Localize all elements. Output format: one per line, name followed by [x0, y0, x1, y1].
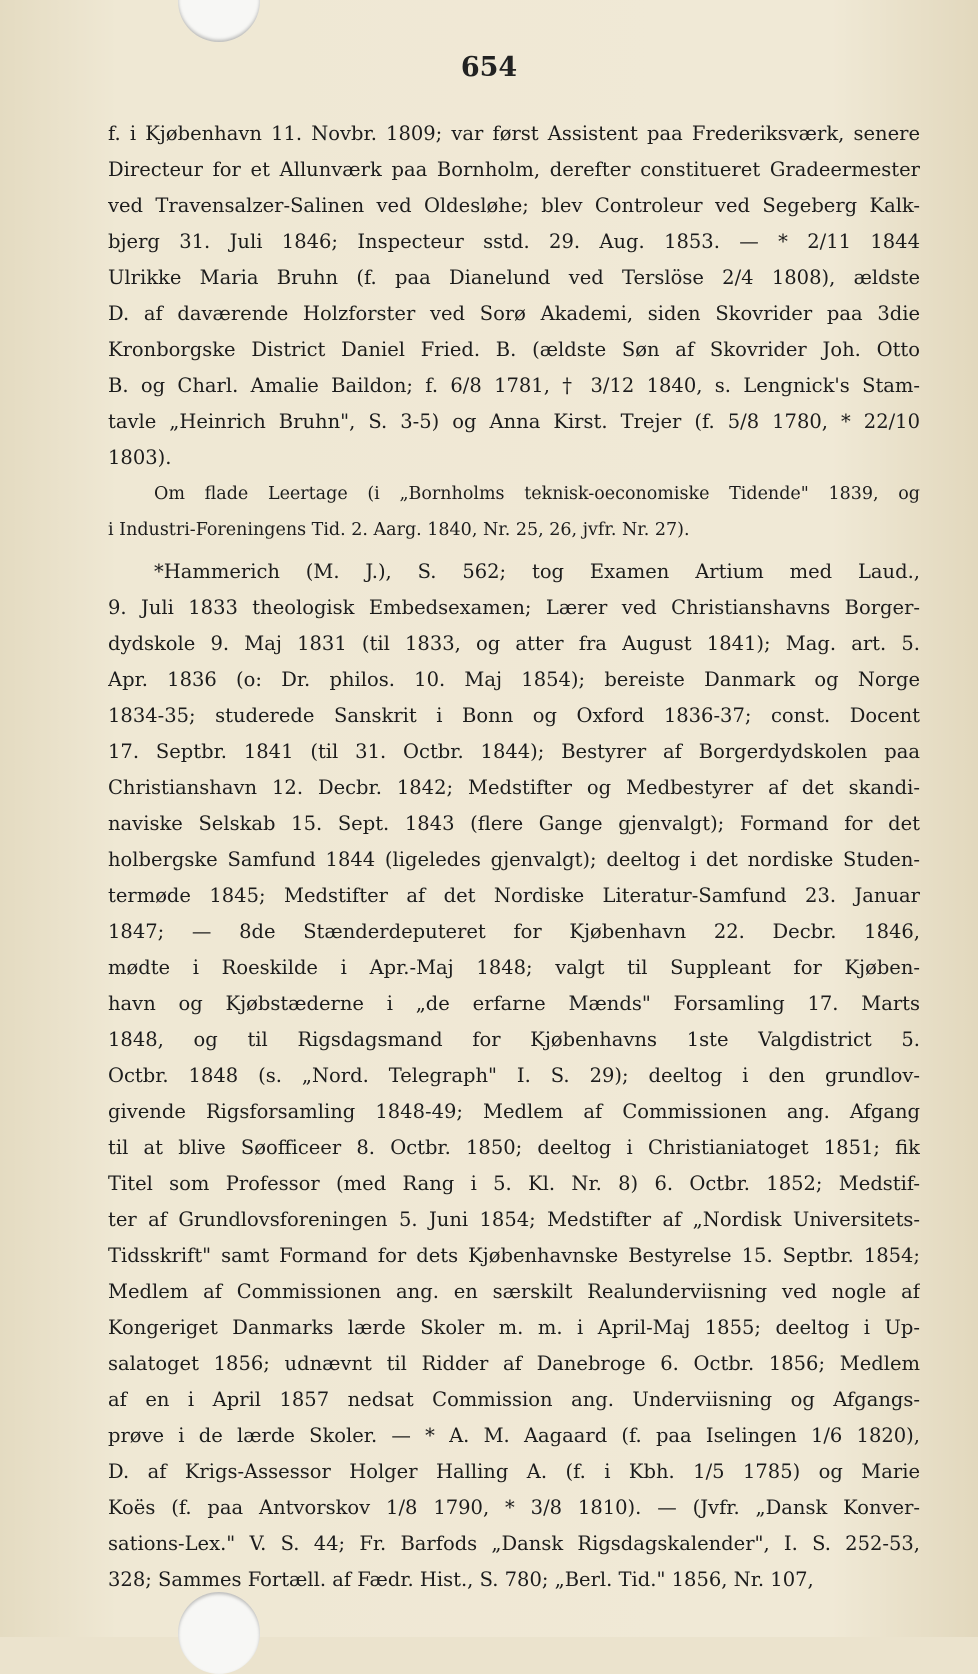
text-line: Directeur for et Allunværk paa Bornholm, derefter constitueret Gradeermester: [108, 158, 920, 181]
text-line: tavle „Heinrich Bruhn", S. 3-5) og Anna Kirst. Trejer (f. 5/8 1780, * 22/10: [108, 410, 920, 433]
biography-entry-1: [108, 116, 920, 476]
text-line: ter af Grundlovsforeningen 5. Juni 1854; Medstifter af „Nordisk Universitets-: [108, 1208, 920, 1231]
text-line: termøde 1845; Medstifter af det Nordiske Literatur-Samfund 23. Januar: [108, 884, 920, 907]
text-line: B. og Charl. Amalie Baildon; f. 6/8 1781, † 3/12 1840, s. Lengnick's Stam-: [108, 374, 920, 397]
text-line: 9. Juli 1833 theologisk Embedsexamen; Lærer ved Christianshavns Borger-: [108, 596, 920, 619]
text-line: Ulrikke Maria Bruhn (f. paa Dianelund ved Terslöse 2/4 1808), ældste: [108, 266, 920, 289]
text-line: Titel som Professor (med Rang i 5. Kl. Nr. 8) 6. Octbr. 1852; Medstif-: [108, 1172, 920, 1195]
text-line: Kronborgske District Daniel Fried. B. (ældste Søn af Skovrider Joh. Otto: [108, 338, 920, 361]
text-line: Tidsskrift" samt Formand for dets Kjøbenhavnske Bestyrelse 15. Septbr. 1854;: [108, 1244, 920, 1267]
text-line: ved Travensalzer-Salinen ved Oldesløhe; blev Controleur ved Segeberg Kalk-: [108, 194, 920, 217]
text-line: 17. Septbr. 1841 (til 31. Octbr. 1844); Bestyrer af Borgerdydskolen paa: [108, 740, 920, 763]
text-line: til at blive Søofficeer 8. Octbr. 1850; deeltog i Christianiatoget 1851; fik: [108, 1136, 920, 1159]
text-line: 1803).: [108, 446, 172, 469]
text-line: Medlem af Commissionen ang. en særskilt Realunderviisning ved nogle af: [108, 1280, 920, 1303]
biography-entry-hammerich: [108, 554, 920, 1598]
page-number: 654: [460, 52, 518, 83]
text-line: Apr. 1836 (o: Dr. philos. 10. Maj 1854); bereiste Danmark og Norge: [108, 668, 920, 691]
text-line: mødte i Roeskilde i Apr.-Maj 1848; valgt til Suppleant for Kjøben-: [108, 956, 920, 979]
biography-entry-1-note: [108, 476, 920, 548]
text-line: givende Rigsforsamling 1848-49; Medlem af Commissionen ang. Afgang: [108, 1100, 920, 1123]
page-text: [108, 116, 920, 1598]
text-line: 1847; — 8de Stænderdeputeret for Kjøbenhavn 22. Decbr. 1846,: [108, 920, 920, 943]
text-line: 328; Sammes Fortæll. af Fædr. Hist., S. 780; „Berl. Tid." 1856, Nr. 107,: [108, 1568, 814, 1591]
text-line: salatoget 1856; udnævnt til Ridder af Danebroge 6. Octbr. 1856; Medlem: [108, 1352, 920, 1375]
text-line: D. af Krigs-Assessor Holger Halling A. (f. i Kbh. 1/5 1785) og Marie: [108, 1460, 920, 1483]
text-line: holbergske Samfund 1844 (ligeledes gjenvalgt); deeltog i det nordiske Studen-: [108, 848, 920, 871]
text-line: Kongeriget Danmarks lærde Skoler m. m. i April-Maj 1855; deeltog i Up-: [108, 1316, 920, 1339]
text-line: Om flade Leertage (i „Bornholms teknisk-oeconomiske Tidende" 1839, og: [154, 484, 920, 504]
text-line: 1848, og til Rigsdagsmand for Kjøbenhavns 1ste Valgdistrict 5.: [108, 1028, 920, 1051]
text-line: Octbr. 1848 (s. „Nord. Telegraph" I. S. 29); deeltog i den grundlov-: [108, 1064, 920, 1087]
text-line: 1834-35; studerede Sanskrit i Bonn og Oxford 1836-37; const. Docent: [108, 704, 920, 727]
text-line: Christianshavn 12. Decbr. 1842; Medstifter og Medbestyrer af det skandi-: [108, 776, 920, 799]
text-line: f. i Kjøbenhavn 11. Novbr. 1809; var først Assistent paa Frederiksværk, senere: [108, 122, 920, 145]
text-line: af en i April 1857 nedsat Commission ang. Underviisning og Afgangs-: [108, 1388, 920, 1411]
text-line: sations-Lex." V. S. 44; Fr. Barfods „Dansk Rigsdagskalender", I. S. 252-53,: [108, 1532, 920, 1555]
text-line: havn og Kjøbstæderne i „de erfarne Mænds" Forsamling 17. Marts: [108, 992, 920, 1015]
punch-hole-top: [178, 0, 260, 42]
text-line: D. af daværende Holzforster ved Sorø Akademi, siden Skovrider paa 3die: [108, 302, 920, 325]
text-line: dydskole 9. Maj 1831 (til 1833, og atter fra August 1841); Mag. art. 5.: [108, 632, 920, 655]
text-line: naviske Selskab 15. Sept. 1843 (flere Gange gjenvalgt); Formand for det: [108, 812, 920, 835]
punch-hole-bottom: [178, 1592, 260, 1674]
text-line: *Hammerich (M. J.), S. 562; tog Examen Artium med Laud.,: [154, 560, 920, 583]
text-line: Koës (f. paa Antvorskov 1/8 1790, * 3/8 1810). — (Jvfr. „Dansk Konver-: [108, 1496, 920, 1519]
text-line: i Industri-Foreningens Tid. 2. Aarg. 1840, Nr. 25, 26, jvfr. Nr. 27).: [108, 520, 690, 540]
text-line: prøve i de lærde Skoler. — * A. M. Aagaard (f. paa Iselingen 1/6 1820),: [108, 1424, 920, 1447]
text-line: bjerg 31. Juli 1846; Inspecteur sstd. 29. Aug. 1853. — * 2/11 1844: [108, 230, 920, 253]
